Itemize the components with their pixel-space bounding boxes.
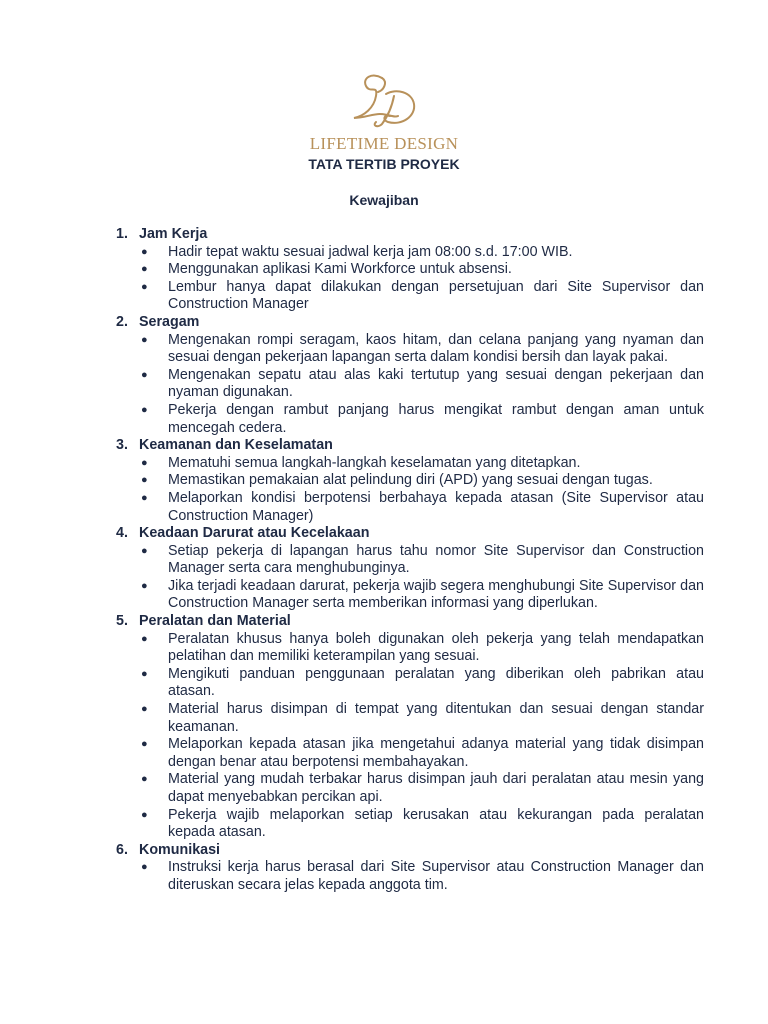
- bullet-text: Melaporkan kondisi berpotensi berbahaya kepada atasan (Site Supervisor atau Construction Manager): [168, 489, 704, 524]
- bullet-dot-icon: ●: [141, 368, 148, 381]
- bullet-item: [116, 367, 704, 402]
- bullet-dot-icon: ●: [141, 738, 148, 751]
- bullet-item: [116, 736, 704, 771]
- rule-heading: [116, 314, 704, 332]
- bullet-dot-icon: ●: [141, 632, 148, 645]
- bullet-item: [116, 807, 704, 842]
- rule-heading: [116, 226, 704, 244]
- bullet-item: [116, 332, 704, 367]
- bullet-item: [116, 631, 704, 666]
- company-logo: [0, 70, 768, 154]
- rule-number: 6.: [116, 841, 128, 858]
- rule-item: [116, 437, 704, 525]
- bullet-text: Setiap pekerja di lapangan harus tahu nomor Site Supervisor dan Construction Manager serta cara menghubunginya.: [168, 542, 704, 577]
- bullet-item: [116, 666, 704, 701]
- bullet-item: [116, 701, 704, 736]
- rule-number: 3.: [116, 437, 128, 454]
- bullet-text: Material harus disimpan di tempat yang ditentukan dan sesuai dengan standar keamanan.: [168, 701, 704, 735]
- bullet-text: Melaporkan kepada atasan jika mengetahui adanya material yang tidak disimpan dengan benar atau berpotensi membahayakan.: [168, 736, 704, 770]
- bullet-item: [116, 244, 704, 262]
- bullet-dot-icon: ●: [141, 456, 148, 469]
- rule-heading: [116, 525, 704, 543]
- bullet-item: [116, 578, 704, 613]
- bullet-list: [116, 859, 704, 894]
- bullet-dot-icon: ●: [141, 333, 148, 346]
- bullet-list: [116, 455, 704, 525]
- bullet-list: [116, 631, 704, 842]
- rule-number: 2.: [116, 313, 128, 330]
- rule-heading: [116, 437, 704, 455]
- section-heading: Kewajiban: [349, 192, 419, 208]
- bullet-dot-icon: ●: [141, 861, 148, 874]
- bullet-dot-icon: ●: [141, 245, 148, 258]
- bullet-dot-icon: ●: [141, 703, 148, 716]
- bullet-item: [116, 472, 704, 490]
- bullet-dot-icon: ●: [141, 773, 148, 786]
- bullet-item: [116, 455, 704, 473]
- rule-title: Keadaan Darurat atau Kecelakaan: [139, 525, 370, 542]
- bullet-list: [116, 332, 704, 438]
- rule-title: Komunikasi: [139, 841, 221, 858]
- bullet-list: [116, 244, 704, 314]
- bullet-text: Lembur hanya dapat dilakukan dengan persetujuan dari Site Supervisor dan Construction Manager: [168, 278, 704, 313]
- logo-brand-name: LIFETIME DESIGN: [309, 134, 459, 153]
- bullet-dot-icon: ●: [141, 544, 148, 557]
- bullet-text: Pekerja wajib melaporkan setiap kerusakan atau kekurangan pada peralatan kepada atasan.: [168, 806, 704, 841]
- rules-list: [116, 226, 704, 895]
- bullet-list: [116, 543, 704, 613]
- bullet-text: Mematuhi semua langkah-langkah keselamatan yang ditetapkan.: [168, 454, 581, 471]
- bullet-dot-icon: ●: [141, 263, 148, 276]
- bullet-item: [116, 261, 704, 279]
- rule-item: [116, 314, 704, 437]
- bullet-text: Pekerja dengan rambut panjang harus mengikat rambut dengan aman untuk mencegah cedera.: [168, 401, 704, 436]
- bullet-text: Menggunakan aplikasi Kami Workforce untuk absensi.: [168, 261, 512, 278]
- rule-number: 1.: [116, 226, 128, 242]
- bullet-dot-icon: ●: [141, 579, 148, 592]
- bullet-item: [116, 490, 704, 525]
- bullet-text: Mengikuti panduan penggunaan peralatan yang diberikan oleh pabrikan atau atasan.: [168, 665, 704, 700]
- rule-number: 5.: [116, 613, 128, 630]
- bullet-dot-icon: ●: [141, 280, 148, 293]
- rule-heading: [116, 842, 704, 860]
- bullet-item: [116, 771, 704, 806]
- rule-item: [116, 525, 704, 613]
- bullet-item: [116, 402, 704, 437]
- bullet-text: Memastikan pemakaian alat pelindung diri (APD) yang sesuai dengan tugas.: [168, 472, 653, 489]
- bullet-dot-icon: ●: [141, 491, 148, 504]
- bullet-text: Mengenakan rompi seragam, kaos hitam, dan celana panjang yang nyaman dan sesuai dengan pekerjaan lapangan serta dalam kondisi bersih dan layak pakai.: [168, 331, 704, 366]
- bullet-text: Material yang mudah terbakar harus disimpan jauh dari peralatan atau mesin yang dapat menyebabkan percikan api.: [168, 771, 704, 805]
- rule-title: Jam Kerja: [139, 226, 208, 242]
- rule-title: Keamanan dan Keselamatan: [139, 437, 333, 454]
- rule-item: [116, 226, 704, 314]
- bullet-dot-icon: ●: [141, 808, 148, 821]
- bullet-text: Instruksi kerja harus berasal dari Site Supervisor atau Construction Manager dan diteruskan secara jelas kepada anggota tim.: [168, 859, 704, 893]
- rule-number: 4.: [116, 525, 128, 542]
- bullet-item: [116, 543, 704, 578]
- rule-title: Seragam: [139, 313, 200, 330]
- bullet-item: [116, 279, 704, 314]
- ld-monogram-icon: [342, 70, 426, 132]
- bullet-text: Mengenakan sepatu atau alas kaki tertutup yang sesuai dengan pekerjaan dan nyaman digunakan.: [168, 366, 704, 401]
- rule-heading: [116, 613, 704, 631]
- bullet-text: Peralatan khusus hanya boleh digunakan oleh pekerja yang telah mendapatkan pelatihan dan memiliki keterampilan yang sesuai.: [168, 630, 704, 665]
- rule-item: [116, 613, 704, 842]
- document-title: TATA TERTIB PROYEK: [308, 156, 460, 172]
- bullet-text: Jika terjadi keadaan darurat, pekerja wajib segera menghubungi Site Supervisor dan Construction Manager serta memberikan informasi yang diperlukan.: [168, 577, 704, 612]
- bullet-dot-icon: ●: [141, 474, 148, 487]
- bullet-dot-icon: ●: [141, 403, 148, 416]
- bullet-dot-icon: ●: [141, 667, 148, 680]
- rule-item: [116, 842, 704, 895]
- bullet-text: Hadir tepat waktu sesuai jadwal kerja jam 08:00 s.d. 17:00 WIB.: [168, 243, 573, 260]
- rule-title: Peralatan dan Material: [139, 613, 291, 630]
- bullet-item: [116, 859, 704, 894]
